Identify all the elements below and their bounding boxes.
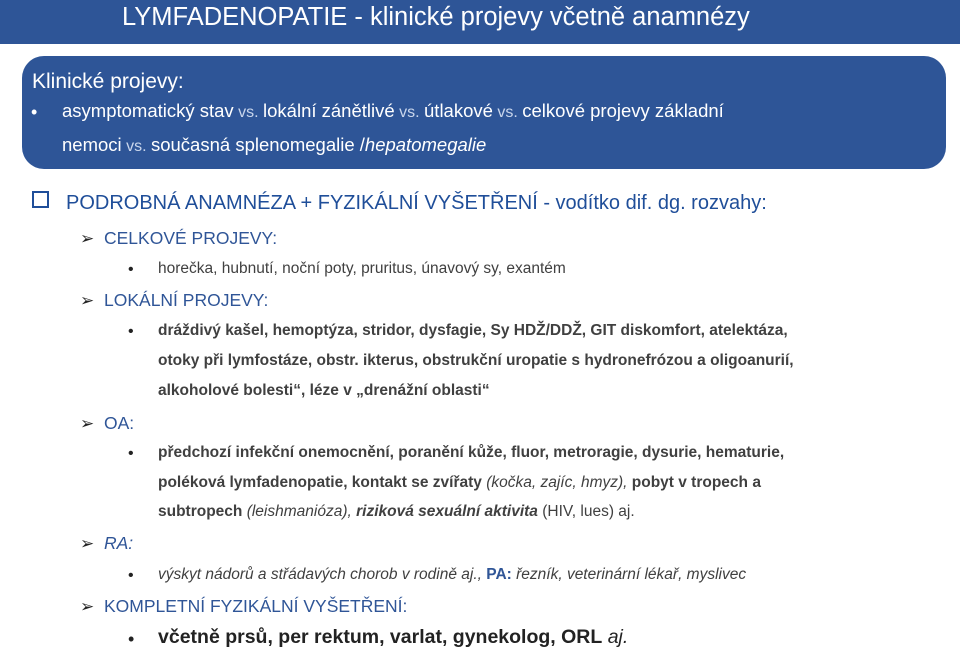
exam-line-1: včetně prsů, per rektum, varlat, gynekolog, ORL aj. <box>158 626 629 648</box>
bullet-icon: • <box>128 445 134 462</box>
bullet-icon: • <box>128 261 134 278</box>
clinical-signs-line-2: nemoci vs. současná splenomegalie /hepatomegalie <box>62 134 487 155</box>
local-line-1: dráždivý kašel, hemoptýza, stridor, dysfagie, Sy HDŽ/DDŽ, GIT diskomfort, atelektáza, <box>158 322 788 339</box>
oa-line-1: předchozí infekční onemocnění, poranění kůže, fluor, metroragie, dysurie, hematurie, <box>158 444 785 461</box>
slide-title: LYMFADENOPATIE - klinické projevy včetně anamnézy <box>122 3 750 31</box>
section-exam-label: ➢ KOMPLETNÍ FYZIKÁLNÍ VYŠETŘENÍ: <box>80 596 408 616</box>
oa-line-2: poléková lymfadenopatie, kontakt se zvířaty (kočka, zajíc, hmyz), pobyt v tropech a <box>158 474 761 491</box>
clinical-signs-heading: Klinické projevy: <box>32 70 184 93</box>
section-oa-label: ➢ OA: <box>80 413 135 433</box>
clinical-signs-box <box>22 56 946 169</box>
clinical-signs-line-1: asymptomatický stav vs. lokální zánětlivé vs. útlakové vs. celkové projevy základní <box>62 100 724 121</box>
anamnesis-heading: PODROBNÁ ANAMNÉZA + FYZIKÁLNÍ VYŠETŘENÍ - vodítko dif. dg. rozvahy: <box>32 191 767 215</box>
ra-line-1: výskyt nádorů a střádavých chorob v rodině aj., PA: řezník, veterinární lékař, myslivec <box>158 566 747 583</box>
bullet-icon: • <box>31 102 38 122</box>
section-local-label: ➢ LOKÁLNÍ PROJEVY: <box>80 290 269 310</box>
arrow-icon: ➢ <box>80 597 95 616</box>
arrow-icon: ➢ <box>80 291 95 310</box>
arrow-icon: ➢ <box>80 534 95 553</box>
arrow-icon: ➢ <box>80 414 95 433</box>
local-line-2: otoky při lymfostáze, obstr. ikterus, obstrukční uropatie s hydronefrózou a oligoanurií, <box>158 352 794 369</box>
local-line-3: alkoholové bolesti“, léze v „drenážní oblasti“ <box>158 382 490 399</box>
arrow-icon: ➢ <box>80 229 95 248</box>
general-line-1: horečka, hubnutí, noční poty, pruritus, únavový sy, exantém <box>158 260 566 277</box>
checkbox-icon <box>32 191 49 208</box>
bullet-icon: • <box>128 567 134 584</box>
bullet-icon: • <box>128 629 135 649</box>
section-ra-label: ➢ RA: <box>80 533 134 553</box>
oa-line-3: subtropech (leishmanióza), riziková sexuální aktivita (HIV, lues) aj. <box>158 503 635 520</box>
section-general-label: ➢ CELKOVÉ PROJEVY: <box>80 228 278 248</box>
bullet-icon: • <box>128 323 134 340</box>
